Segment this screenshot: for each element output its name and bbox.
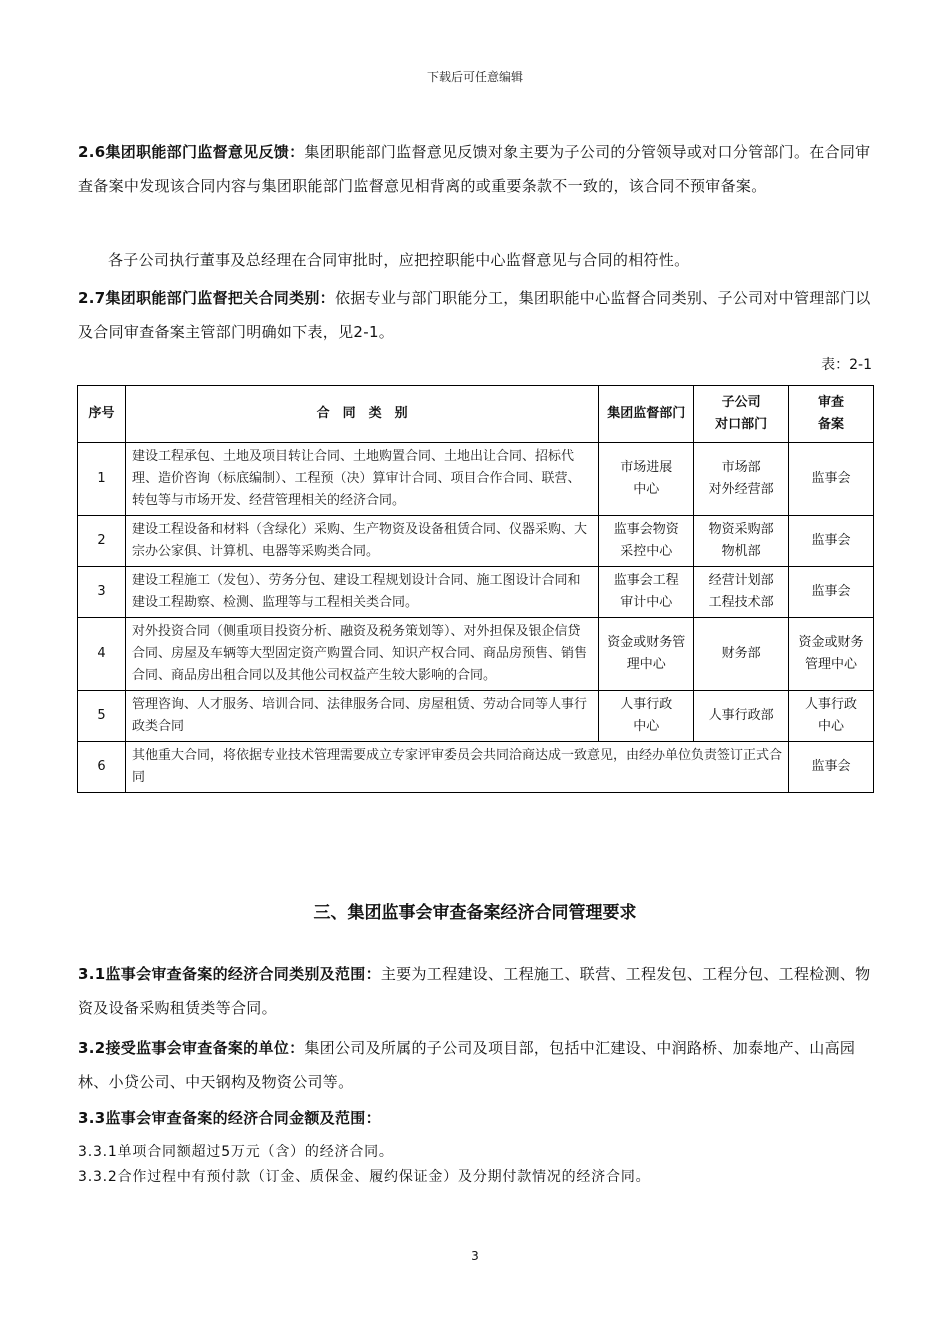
- row-group-dept: 资金或财务管 理中心: [599, 618, 694, 691]
- row-sub-dept: 人事行政部: [694, 691, 789, 742]
- header-category: 合 同 类 别: [125, 386, 598, 443]
- section-2-6-paragraph: [78, 135, 878, 203]
- row-record: 监事会: [789, 567, 874, 618]
- row-no: 4: [78, 618, 126, 691]
- item-3-3-1: 3.3.1单项合同额超过5万元（含）的经济合同。: [78, 1144, 394, 1160]
- item-3-3-2: 3.3.2合作过程中有预付款（订金、质保金、履约保证金）及分期付款情况的经济合同。: [78, 1169, 651, 1185]
- header-note: 下载后可任意编辑: [426, 70, 523, 84]
- table-header-row: [78, 386, 874, 443]
- table-row: [78, 516, 874, 567]
- table-row: [78, 567, 874, 618]
- section-2-7-paragraph: [78, 281, 878, 349]
- section-3-2-paragraph: [78, 1031, 878, 1099]
- row-category-merged: 其他重大合同，将依据专业技术管理需要成立专家评审委员会共同洽商达成一致意见，由经办单位负责签订正式合同: [125, 742, 788, 793]
- section-3-title: 三、集团监事会审查备案经济合同管理要求: [313, 903, 637, 923]
- page-number: 3: [471, 1249, 479, 1263]
- row-group-dept: 监事会物资 采控中心: [599, 516, 694, 567]
- row-group-dept: 监事会工程 审计中心: [599, 567, 694, 618]
- contract-category-table: [77, 385, 874, 793]
- section-3-1-text: 主要为工程建设、工程施工、联营、工程发包、工程分包、工程检测、物资及设备采购租赁类等合同。: [78, 965, 871, 1017]
- table-row: [78, 618, 874, 691]
- section-2-6-heading: 2.6集团职能部门监督意见反馈：: [78, 143, 305, 161]
- row-record: 资金或财务 管理中心: [789, 618, 874, 691]
- section-3-1-heading: 3.1监事会审查备案的经济合同类别及范围：: [78, 965, 381, 983]
- table-caption: 表：2-1: [821, 357, 872, 373]
- section-3-1-paragraph: [78, 957, 878, 1025]
- row-group-dept: 市场进展 中心: [599, 443, 694, 516]
- row-category: 管理咨询、人才服务、培训合同、法律服务合同、房屋租赁、劳动合同等人事行政类合同: [125, 691, 598, 742]
- row-record: 人事行政 中心: [789, 691, 874, 742]
- header-record: 审查 备案: [789, 386, 874, 443]
- row-record: 监事会: [789, 742, 874, 793]
- header-no: 序号: [78, 386, 126, 443]
- header-sub-dept: 子公司 对口部门: [694, 386, 789, 443]
- section-2-7-text: 依据专业与部门职能分工，集团职能中心监督合同类别、子公司对中管理部门以及合同审查备案主管部门明确如下表，见2-1。: [78, 289, 871, 341]
- row-record: 监事会: [789, 443, 874, 516]
- row-sub-dept: 财务部: [694, 618, 789, 691]
- section-3-3-paragraph: [78, 1101, 878, 1135]
- row-no: 6: [78, 742, 126, 793]
- row-category: 建设工程施工（发包）、劳务分包、建设工程规划设计合同、施工图设计合同和建设工程勘察、检测、监理等与工程相关类合同。: [125, 567, 598, 618]
- row-no: 5: [78, 691, 126, 742]
- row-group-dept: 人事行政 中心: [599, 691, 694, 742]
- row-category: 建设工程承包、土地及项目转让合同、土地购置合同、土地出让合同、招标代理、造价咨询（标底编制）、工程预（决）算审计合同、项目合作合同、联营、转包等与市场开发、经营管理相关的经济合同。: [125, 443, 598, 516]
- row-no: 3: [78, 567, 126, 618]
- row-sub-dept: 市场部 对外经营部: [694, 443, 789, 516]
- table-row: [78, 691, 874, 742]
- table-row: [78, 443, 874, 516]
- section-2-6-note: 各子公司执行董事及总经理在合同审批时，应把控职能中心监督意见与合同的相符性。: [108, 251, 690, 269]
- row-no: 2: [78, 516, 126, 567]
- row-sub-dept: 物资采购部 物机部: [694, 516, 789, 567]
- table-row: [78, 742, 874, 793]
- section-2-7-heading: 2.7集团职能部门监督把关合同类别：: [78, 289, 335, 307]
- row-category: 建设工程设备和材料（含绿化）采购、生产物资及设备租赁合同、仪器采购、大宗办公家俱、计算机、电器等采购类合同。: [125, 516, 598, 567]
- row-no: 1: [78, 443, 126, 516]
- section-3-2-text: 集团公司及所属的子公司及项目部，包括中汇建设、中润路桥、加泰地产、山高园林、小贷公司、中天钢构及物资公司等。: [78, 1039, 856, 1091]
- section-3-3-heading: 3.3监事会审查备案的经济合同金额及范围：: [78, 1109, 381, 1127]
- row-sub-dept: 经营计划部 工程技术部: [694, 567, 789, 618]
- row-category: 对外投资合同（侧重项目投资分析、融资及税务策划等）、对外担保及银企信贷合同、房屋及车辆等大型固定资产购置合同、知识产权合同、商品房预售、销售合同、商品房出租合同以及其他公司权益产生较大影响的合同。: [125, 618, 598, 691]
- row-record: 监事会: [789, 516, 874, 567]
- section-3-2-heading: 3.2接受监事会审查备案的单位：: [78, 1039, 305, 1057]
- section-2-6-text: 集团职能部门监督意见反馈对象主要为子公司的分管领导或对口分管部门。在合同审查备案中发现该合同内容与集团职能部门监督意见相背离的或重要条款不一致的，该合同不预审备案。: [78, 143, 871, 195]
- header-group-dept: 集团监督部门: [599, 386, 694, 443]
